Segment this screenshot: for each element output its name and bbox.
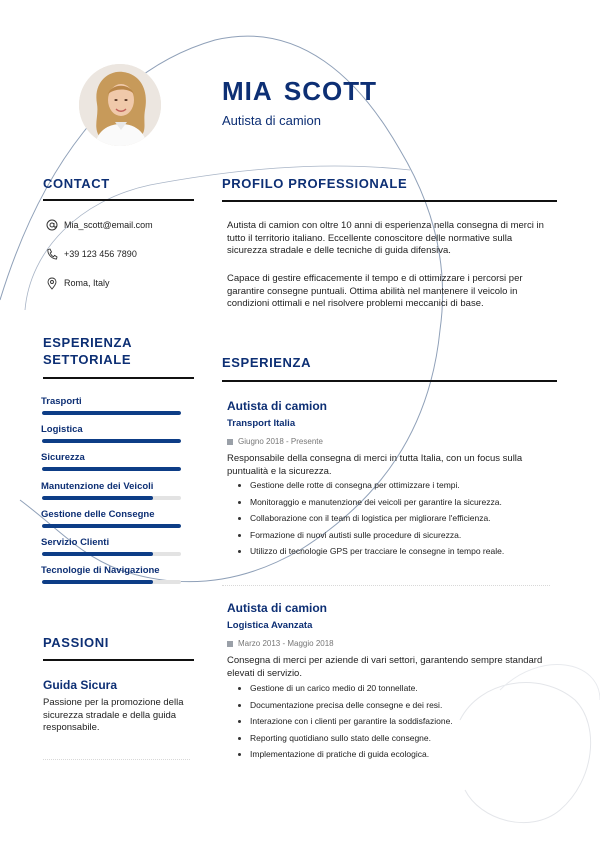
contact-divider bbox=[43, 199, 194, 201]
list-item: Monitoraggio e manutenzione dei veicoli per garantire la sicurezza. bbox=[237, 497, 557, 514]
passion-item-title: Guida Sicura bbox=[43, 678, 118, 692]
passion-item-text: Passione per la promozione della sicurezza stradale e della guida responsabile. bbox=[43, 697, 184, 733]
skill-bar-fill bbox=[42, 467, 181, 471]
skill-bar-fill bbox=[42, 496, 153, 500]
location-pin-icon bbox=[45, 276, 59, 290]
at-icon bbox=[45, 218, 59, 232]
skill-bar bbox=[42, 496, 181, 500]
job-1-title: Autista di camion bbox=[227, 399, 328, 413]
profile-title: PROFILO PROFESSIONALE bbox=[222, 176, 408, 191]
contact-title: CONTACT bbox=[43, 176, 110, 191]
list-item: Interazione con i clienti per garantire la soddisfazione. bbox=[237, 716, 557, 733]
skill-bar bbox=[42, 580, 181, 584]
list-item: Formazione di nuovi autisti sulle procedure di sicurezza. bbox=[237, 530, 557, 547]
job-1-company: Transport Italia bbox=[227, 418, 296, 429]
calendar-icon bbox=[227, 641, 233, 647]
list-item: Collaborazione con il team di logistica per migliorare l'efficienza. bbox=[237, 513, 557, 530]
candidate-role: Autista di camion bbox=[222, 113, 321, 128]
job-2-title: Autista di camion bbox=[227, 601, 328, 615]
skill-bar bbox=[42, 439, 181, 443]
skill-bar-fill bbox=[42, 552, 153, 556]
skill-label: Manutenzione dei Veicoli bbox=[41, 480, 154, 492]
experience-divider bbox=[222, 380, 557, 382]
contact-location bbox=[45, 276, 110, 290]
profile-paragraph-2: Capace di gestire efficacemente il tempo e di ottimizzare i percorsi per garantire consegne puntuali. Ottima abilità nel mantenere il veicolo in condizioni ottimali e nel risolvere problemi meccanici di base. bbox=[227, 273, 523, 310]
skills-title-line2: SETTORIALE bbox=[43, 352, 132, 367]
phone-icon bbox=[45, 247, 59, 261]
job-1-date bbox=[227, 437, 323, 446]
list-item: Implementazione di pratiche di guida ecologica. bbox=[237, 749, 557, 766]
skill-label: Gestione delle Consegne bbox=[41, 508, 155, 520]
passions-dotted-divider bbox=[43, 759, 190, 760]
skill-bar bbox=[42, 467, 181, 471]
job-2-date bbox=[227, 639, 334, 648]
job-1-bullets bbox=[237, 480, 557, 563]
skill-bar-fill bbox=[42, 439, 181, 443]
list-item: Utilizzo di tecnologie GPS per tracciare le consegne in tempo reale. bbox=[237, 546, 557, 563]
list-item: Documentazione precisa delle consegne e dei resi. bbox=[237, 700, 557, 717]
list-item: Gestione delle rotte di consegna per ottimizzare i tempi. bbox=[237, 480, 557, 497]
contact-email bbox=[45, 218, 153, 232]
skill-label: Logistica bbox=[41, 424, 83, 436]
profile-photo bbox=[79, 64, 161, 146]
skill-bar-fill bbox=[42, 524, 181, 528]
passions-title: PASSIONI bbox=[43, 635, 109, 650]
candidate-name: MIA SCOTT bbox=[222, 76, 378, 106]
skill-bar bbox=[42, 411, 181, 415]
skill-bar bbox=[42, 552, 181, 556]
passions-divider bbox=[43, 659, 194, 661]
list-item: Gestione di un carico medio di 20 tonnellate. bbox=[237, 683, 557, 700]
job-2-company: Logistica Avanzata bbox=[227, 620, 313, 631]
list-item: Reporting quotidiano sullo stato delle consegne. bbox=[237, 733, 557, 750]
skill-bar-fill bbox=[42, 411, 181, 415]
contact-location-text: Roma, Italy bbox=[64, 278, 110, 288]
skill-label: Servizio Clienti bbox=[41, 537, 110, 548]
job-1-date-text: Giugno 2018 - Presente bbox=[238, 437, 323, 446]
contact-phone bbox=[45, 247, 137, 261]
contact-phone-text: +39 123 456 7890 bbox=[64, 249, 137, 259]
job-2-bullets bbox=[237, 683, 557, 766]
profile-divider bbox=[222, 200, 557, 202]
experience-title: ESPERIENZA bbox=[222, 355, 312, 370]
profile-paragraph-1: Autista di camion con oltre 10 anni di esperienza nella consegna di merci in tutto il territorio italiano. Eccellente conoscitore delle normative sulla sicurezza stradale e delle tecniche di guida difensiva. bbox=[227, 220, 544, 257]
skill-bar-fill bbox=[42, 580, 153, 584]
job-separator bbox=[222, 585, 550, 586]
skill-label: Sicurezza bbox=[41, 452, 85, 464]
skill-label: Trasporti bbox=[41, 396, 82, 407]
skill-bar bbox=[42, 524, 181, 528]
job-1-description: Responsabile della consegna di merci in tutta Italia, con un focus sulla puntualità e la sicurezza. bbox=[227, 453, 523, 477]
job-2-date-text: Marzo 2013 - Maggio 2018 bbox=[238, 639, 334, 648]
contact-email-text: Mia_scott@email.com bbox=[64, 220, 153, 230]
job-2-description: Consegna di merci per aziende di vari settori, garantendo sempre standard elevati di servizio. bbox=[227, 655, 543, 679]
skills-title-line1: ESPERIENZA bbox=[43, 335, 133, 350]
skill-label: Tecnologie di Navigazione bbox=[41, 565, 160, 577]
calendar-icon bbox=[227, 439, 233, 445]
skills-divider bbox=[43, 377, 194, 379]
